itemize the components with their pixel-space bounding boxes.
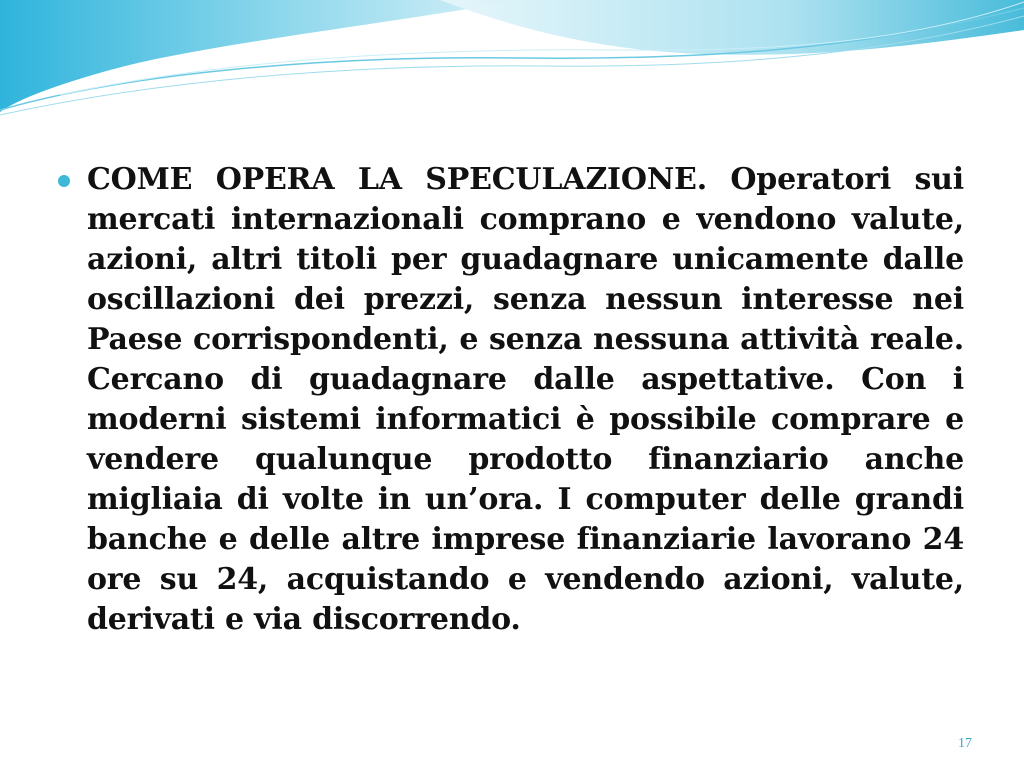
page-number: 17 — [958, 736, 972, 751]
header-wave-decoration — [0, 0, 1024, 130]
bullet-item — [58, 160, 964, 640]
wave-shape-left — [0, 0, 520, 112]
bullet-text: COME OPERA LA SPECULAZIONE. Operatori sui mercati internazionali comprano e vendono valute, azioni, altri titoli per guadagnare unicamente dalle oscillazioni dei prezzi, senza nessun interesse nei Paese corrispondenti, e senza nessuna attività reale. Cercano di guadagnare dalle aspettative. Con i moderni sistemi informatici è possibile comprare e vendere qualunque prodotto finanziario anche migliaia di volte in un’ora. I computer delle grandi banche e delle altre imprese finanziarie lavorano 24 ore su 24, acquistando e vendendo azioni, valute, derivati e via discorrendo. — [87, 162, 964, 637]
slide-content — [58, 160, 964, 640]
round-bullet-icon — [58, 175, 70, 187]
